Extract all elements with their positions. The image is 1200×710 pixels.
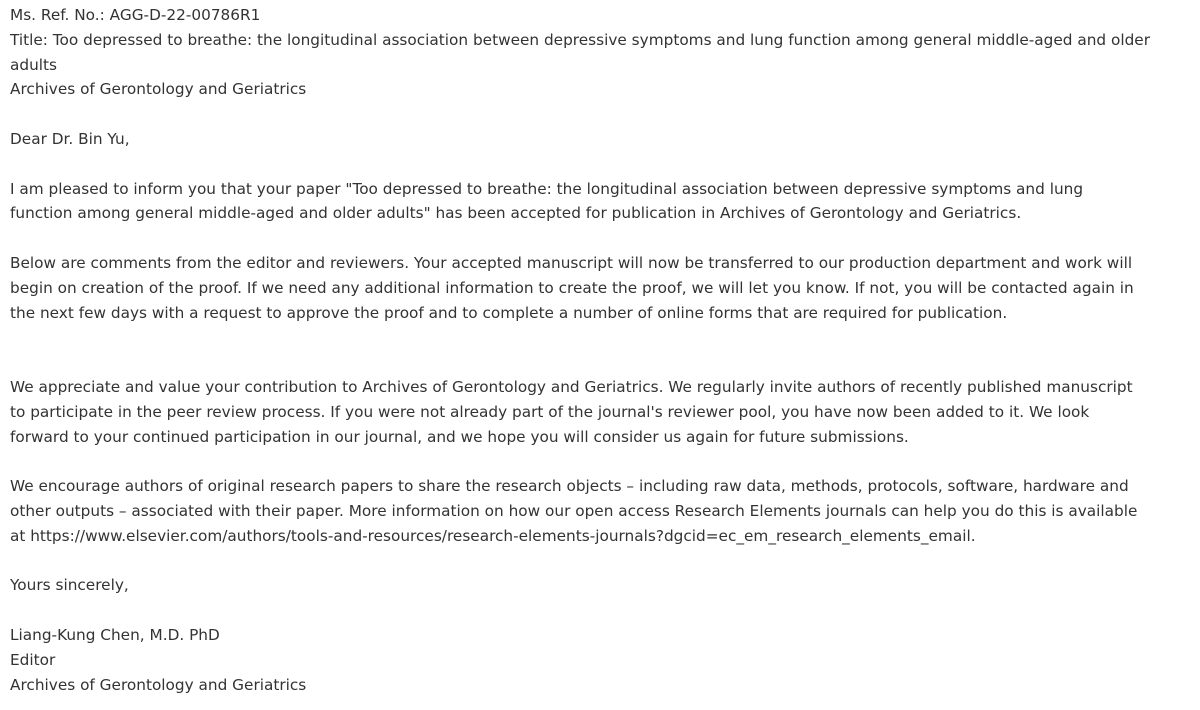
blank-lines	[10, 325, 1190, 375]
blank-line	[10, 549, 1190, 574]
manuscript-header	[10, 3, 1190, 102]
paragraph-line: other outputs – associated with their paper. More information on how our open access Research Elements journals can help you do this is available	[10, 501, 1138, 520]
paragraph-line: We appreciate and value your contribution to Archives of Gerontology and Geriatrics. We regularly invite authors of recently published manuscript	[10, 377, 1133, 396]
blank-line	[10, 226, 1190, 251]
research-elements-paragraph	[10, 474, 1190, 548]
comments-paragraph	[10, 251, 1190, 325]
signature-name: Liang-Kung Chen, M.D. PhD	[10, 625, 220, 644]
paragraph-line: I am pleased to inform you that your paper "Too depressed to breathe: the longitudinal association between depressive symptoms and lung	[10, 179, 1084, 198]
paragraph-line: Below are comments from the editor and reviewers. Your accepted manuscript will now be transferred to our production department and work will	[10, 253, 1133, 272]
paragraph-line: function among general middle-aged and older adults" has been accepted for publication in Archives of Gerontology and Geriatrics.	[10, 204, 1022, 223]
appreciation-paragraph	[10, 375, 1190, 449]
salutation: Dear Dr. Bin Yu,	[10, 129, 130, 148]
journal-name: Archives of Gerontology and Geriatrics	[10, 80, 307, 99]
blank-line	[10, 152, 1190, 177]
manuscript-reference: Ms. Ref. No.: AGG-D-22-00786R1	[10, 6, 261, 24]
paragraph-line: to participate in the peer review process. If you were not already part of the journal's reviewer pool, you have now been added to it. We look	[10, 402, 1090, 421]
manuscript-title: Title: Too depressed to breathe: the longitudinal association between depressive symptoms and lung function among general middle-aged and older	[10, 30, 1150, 49]
signature-role: Editor	[10, 650, 56, 669]
acceptance-paragraph	[10, 177, 1190, 227]
blank-line	[10, 102, 1190, 127]
paragraph-line: forward to your continued participation in our journal, and we hope you will consider us again for future submissions.	[10, 427, 909, 446]
paragraph-line: the next few days with a request to approve the proof and to complete a number of online forms that are required for publication.	[10, 303, 1008, 322]
closing: Yours sincerely,	[10, 576, 129, 595]
paragraph-line-with-url: at https://www.elsevier.com/authors/tools-and-resources/research-elements-journals?dgcid=ec_em_research_elements_email.	[10, 526, 976, 545]
signature-journal: Archives of Gerontology and Geriatrics	[10, 675, 307, 694]
blank-line	[10, 449, 1190, 474]
paragraph-line: begin on creation of the proof. If we need any additional information to create the proof, we will let you know. If not, you will be contacted again in	[10, 278, 1134, 297]
signature-block	[10, 623, 1190, 697]
blank-line	[10, 598, 1190, 623]
manuscript-title-continued: adults	[10, 55, 57, 74]
paragraph-line: We encourage authors of original research papers to share the research objects – including raw data, methods, protocols, software, hardware and	[10, 477, 1129, 496]
